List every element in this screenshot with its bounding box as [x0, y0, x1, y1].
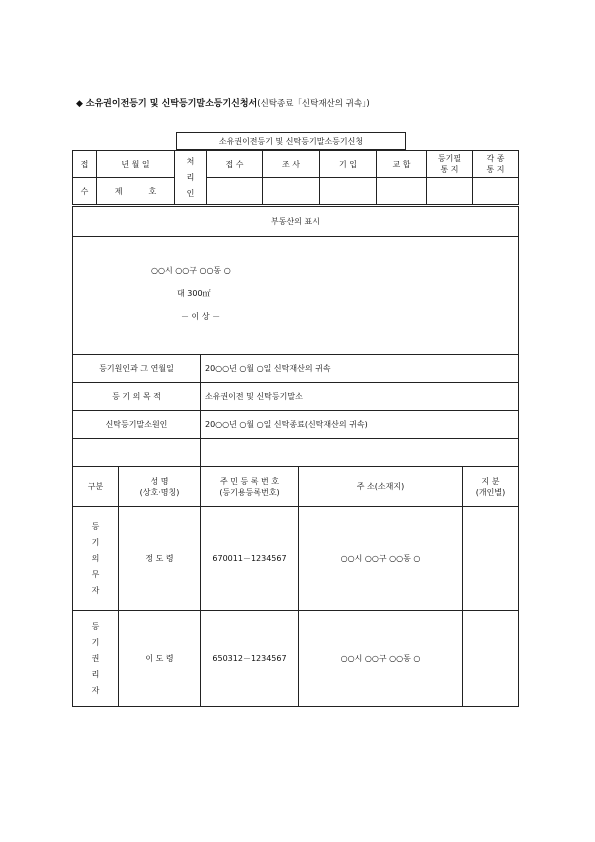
header-address: 주 소(소재지) [299, 467, 463, 507]
col-jeopsu: 접 수 [207, 151, 263, 178]
main-table [72, 206, 519, 707]
header-id: 주 민 등 록 번 호 (등기용등록번호) [201, 467, 299, 507]
cell-jeopsu[interactable] [207, 178, 263, 205]
receipt-jeop: 접 [73, 151, 97, 178]
obligor-share[interactable] [463, 507, 519, 611]
blank-label [73, 439, 201, 467]
cell-notice-done[interactable] [427, 178, 473, 205]
col-josa: 조 사 [263, 151, 320, 178]
receipt-table [72, 150, 519, 205]
obligor-name[interactable]: 정 도 령 [119, 507, 201, 611]
document-title [76, 96, 370, 109]
property-address: ○○시 ○○구 ○○동 ○ [151, 266, 231, 275]
obligor-id[interactable]: 670011－1234567 [201, 507, 299, 611]
property-area: 대 300㎡ [177, 289, 211, 298]
diamond-icon: ◆ [76, 99, 83, 109]
property-description [73, 237, 519, 355]
cell-giip[interactable] [320, 178, 377, 205]
rightholder-share[interactable] [463, 611, 519, 707]
col-notice-various: 각 종 통 지 [473, 151, 519, 178]
col-giip: 기 입 [320, 151, 377, 178]
receipt-number: 제 호 [97, 178, 175, 205]
header-gubun: 구분 [73, 467, 119, 507]
role-rightholder: 등 기 권 리 자 [73, 611, 119, 707]
receipt-date-label: 년 월 일 [97, 151, 175, 178]
blank-value[interactable] [201, 439, 519, 467]
obligor-address[interactable]: ○○시 ○○구 ○○동 ○ [299, 507, 463, 611]
purpose-value[interactable]: 소유권이전 및 신탁등기말소 [201, 383, 519, 411]
application-box-title: 소유권이전등기 및 신탁등기말소등기신청 [176, 132, 406, 150]
property-header: 부동산의 표시 [73, 207, 519, 237]
col-notice-done: 등기필 통 지 [427, 151, 473, 178]
title-sub: (신탁종료「신탁재산의 귀속」) [257, 99, 370, 109]
cause-label: 등기원인과 그 연월일 [73, 355, 201, 383]
purpose-label: 등 기 의 목 적 [73, 383, 201, 411]
role-obligor: 등 기 의 무 자 [73, 507, 119, 611]
rightholder-address[interactable]: ○○시 ○○구 ○○동 ○ [299, 611, 463, 707]
cell-notice-various[interactable] [473, 178, 519, 205]
header-share: 지 분 (개인별) [463, 467, 519, 507]
title-main: 소유권이전등기 및 신탁등기말소등기신청서 [85, 99, 258, 109]
property-end: － 이 상 － [181, 312, 221, 321]
receipt-su: 수 [73, 178, 97, 205]
header-name: 성 명 (상호·명칭) [119, 467, 201, 507]
rightholder-id[interactable]: 650312－1234567 [201, 611, 299, 707]
cell-gyohap[interactable] [377, 178, 427, 205]
col-gyohap: 교 합 [377, 151, 427, 178]
cancel-cause-value[interactable]: 20○○년 ○월 ○일 신탁종료(신탁재산의 귀속) [201, 411, 519, 439]
cancel-cause-label: 신탁등기말소원인 [73, 411, 201, 439]
rightholder-name[interactable]: 이 도 령 [119, 611, 201, 707]
cell-josa[interactable] [263, 178, 320, 205]
cause-value[interactable]: 20○○년 ○월 ○일 신탁재산의 귀속 [201, 355, 519, 383]
handler-label: 처 리 인 [175, 151, 207, 205]
